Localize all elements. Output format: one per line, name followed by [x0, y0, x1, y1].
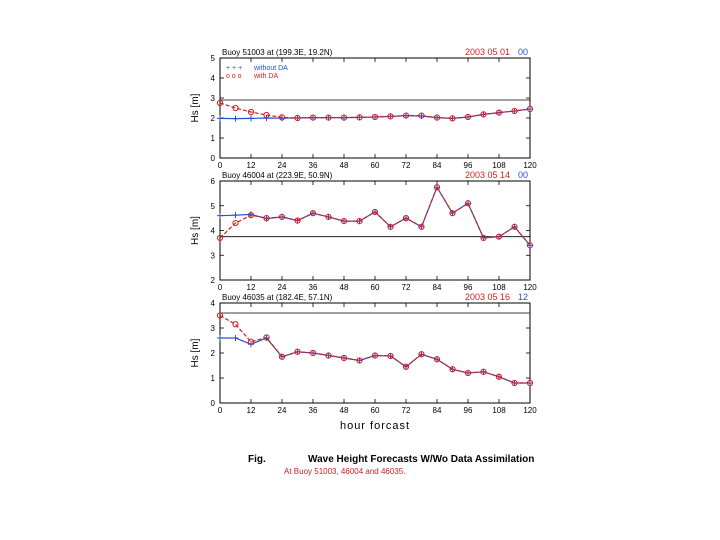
y-tick-label: 4 [210, 226, 215, 236]
data-point-without-da [233, 335, 239, 341]
panel-2 [190, 170, 537, 292]
x-tick-label: 108 [492, 283, 506, 292]
panel-hour: 00 [517, 170, 528, 180]
caption-label: Fig. [248, 454, 266, 465]
y-tick-label: 6 [210, 177, 215, 186]
caption-title: Wave Height Forecasts W/Wo Data Assimilation [308, 454, 535, 465]
panel-date: 2003 05 16 [464, 292, 510, 302]
y-tick-label: 4 [210, 74, 215, 83]
x-tick-label: 60 [370, 161, 380, 170]
chart-panels [190, 47, 537, 415]
legend-marker-with-da: o o o [226, 73, 242, 80]
x-tick-label: 120 [523, 406, 537, 415]
x-tick-label: 60 [370, 406, 380, 415]
x-tick-label: 84 [432, 406, 442, 415]
legend-label-with-da: with DA [254, 73, 279, 80]
y-tick-label: 5 [210, 201, 215, 211]
x-tick-label: 48 [339, 161, 349, 170]
x-tick-label: 96 [463, 283, 473, 292]
y-tick-label: 0 [210, 399, 215, 408]
x-tick-label: 84 [432, 283, 442, 292]
y-tick-label: 0 [210, 154, 215, 163]
x-tick-label: 12 [246, 283, 256, 292]
x-tick-label: 0 [217, 161, 223, 170]
y-tick-label: 3 [210, 324, 215, 333]
data-point-without-da [233, 116, 239, 122]
y-tick-label: 2 [210, 349, 215, 358]
panel-title: Buoy 46004 at (223.9E, 50.9N) [222, 171, 333, 180]
panel-hour: 12 [517, 292, 528, 302]
x-tick-label: 24 [277, 406, 287, 415]
data-point-with-da [233, 322, 238, 327]
x-tick-label: 84 [432, 161, 442, 170]
y-tick-label: 3 [210, 94, 215, 103]
y-tick-label: 5 [210, 54, 215, 63]
x-tick-label: 36 [308, 406, 318, 415]
x-tick-label: 36 [308, 161, 318, 170]
data-point-without-da [217, 213, 223, 219]
legend-label-without-da: without DA [254, 65, 288, 72]
y-tick-label: 3 [210, 251, 215, 261]
panel-date: 2003 05 14 [464, 170, 510, 180]
panel-title: Buoy 46035 at (182.4E, 57.1N) [222, 293, 333, 302]
legend [226, 65, 288, 80]
data-point-without-da [217, 335, 223, 341]
x-tick-label: 0 [217, 283, 223, 292]
x-tick-label: 96 [463, 406, 473, 415]
x-tick-label: 36 [308, 283, 318, 292]
x-tick-label: 72 [401, 283, 411, 292]
data-point-without-da [233, 212, 239, 218]
data-point-without-da [217, 115, 223, 121]
y-tick-label: 4 [210, 299, 215, 308]
x-tick-label: 0 [217, 406, 223, 415]
x-tick-label: 12 [246, 161, 256, 170]
series-line-without-da [220, 338, 530, 383]
panel-hour: 00 [517, 47, 528, 57]
x-tick-label: 120 [523, 161, 537, 170]
panel-1 [190, 47, 537, 170]
x-tick-label: 60 [370, 283, 380, 292]
data-point-without-da [248, 115, 254, 121]
y-axis-label: Hs [m] [190, 93, 201, 123]
x-tick-label: 24 [277, 283, 287, 292]
panel-title: Buoy 51003 at (199.3E, 19.2N) [222, 48, 333, 57]
y-tick-label: 2 [210, 114, 215, 123]
panel-date: 2003 05 01 [464, 47, 510, 57]
y-tick-label: 1 [210, 374, 215, 383]
y-axis-label: Hs [m] [190, 338, 201, 368]
figure-caption [248, 454, 568, 476]
x-tick-label: 72 [401, 406, 411, 415]
x-axis-label: hour forcast [339, 420, 411, 432]
x-tick-label: 48 [339, 283, 349, 292]
x-tick-label: 72 [401, 161, 411, 170]
x-tick-label: 108 [492, 406, 506, 415]
y-axis-label: Hs [m] [190, 216, 201, 245]
y-tick-label: 1 [210, 134, 215, 143]
legend-marker-without-da: + + + [226, 65, 243, 72]
caption-subtitle: At Buoy 51003, 46004 and 46035. [284, 467, 406, 476]
x-tick-label: 48 [339, 406, 349, 415]
x-tick-label: 108 [492, 161, 506, 170]
panel-3 [190, 292, 537, 415]
x-tick-label: 120 [523, 283, 537, 292]
x-tick-label: 96 [463, 161, 473, 170]
y-tick-label: 2 [210, 276, 215, 285]
x-tick-label: 24 [277, 161, 287, 170]
x-tick-label: 12 [246, 406, 256, 415]
plot-frame [220, 181, 530, 280]
